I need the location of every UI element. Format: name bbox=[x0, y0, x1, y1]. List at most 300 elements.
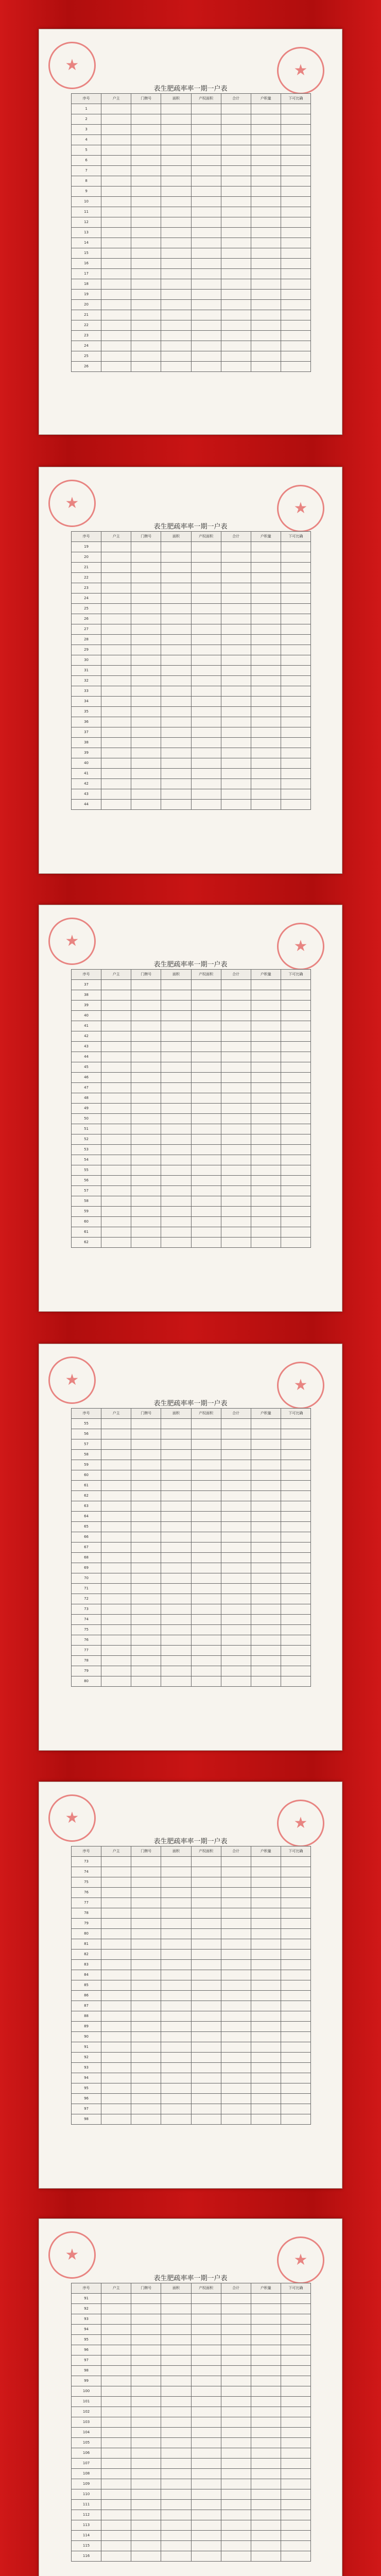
table-cell: 43 bbox=[72, 789, 101, 800]
table-cell bbox=[281, 1001, 310, 1011]
table-cell: 95 bbox=[72, 2083, 101, 2094]
table-cell bbox=[131, 362, 161, 372]
table-row bbox=[72, 2114, 311, 2125]
table-cell bbox=[101, 1155, 131, 1165]
table-cell: 92 bbox=[72, 2053, 101, 2063]
table-cell bbox=[281, 187, 310, 197]
table-cell: 93 bbox=[72, 2063, 101, 2073]
table-row bbox=[72, 1062, 311, 1073]
table-cell bbox=[191, 145, 221, 156]
table-cell bbox=[221, 583, 251, 594]
table-cell bbox=[131, 2438, 161, 2448]
table-cell: 97 bbox=[72, 2355, 101, 2366]
table-cell bbox=[131, 1604, 161, 1615]
table-cell bbox=[251, 1898, 281, 1908]
table-cell: 111 bbox=[72, 2500, 101, 2510]
table-cell bbox=[101, 1134, 131, 1145]
table-cell: 98 bbox=[72, 2114, 101, 2125]
table-cell: 26 bbox=[72, 362, 101, 372]
table-cell bbox=[101, 197, 131, 207]
column-header: 序号 bbox=[72, 94, 101, 104]
table-cell bbox=[221, 2428, 251, 2438]
table-cell: 20 bbox=[72, 552, 101, 563]
table-cell bbox=[251, 2551, 281, 2562]
table-cell bbox=[161, 635, 191, 645]
table-row bbox=[72, 166, 311, 176]
table-row bbox=[72, 1604, 311, 1615]
table-cell bbox=[281, 666, 310, 676]
table-row bbox=[72, 2531, 311, 2541]
table-cell bbox=[101, 1491, 131, 1501]
table-cell bbox=[281, 145, 310, 156]
table-cell: 80 bbox=[72, 1676, 101, 1687]
table-cell bbox=[101, 624, 131, 635]
table-cell bbox=[101, 166, 131, 176]
table-cell: 90 bbox=[72, 2032, 101, 2042]
table-cell bbox=[101, 2083, 131, 2094]
table-cell bbox=[281, 197, 310, 207]
table-cell bbox=[281, 779, 310, 789]
table-cell bbox=[191, 655, 221, 666]
table-cell bbox=[281, 2510, 310, 2520]
table-row bbox=[72, 156, 311, 166]
table-cell bbox=[131, 1217, 161, 1227]
table-row bbox=[72, 552, 311, 563]
table-cell bbox=[161, 676, 191, 686]
table-cell bbox=[191, 1052, 221, 1062]
table-cell bbox=[191, 320, 221, 331]
table-cell bbox=[101, 1114, 131, 1124]
table-cell bbox=[221, 2500, 251, 2510]
table-cell bbox=[251, 717, 281, 727]
table-cell: 88 bbox=[72, 2011, 101, 2022]
table-cell bbox=[281, 2417, 310, 2428]
table-cell: 42 bbox=[72, 779, 101, 789]
table-row bbox=[72, 2438, 311, 2448]
table-cell bbox=[281, 1919, 310, 1929]
table-row bbox=[72, 769, 311, 779]
table-cell bbox=[251, 1062, 281, 1073]
table-row bbox=[72, 748, 311, 758]
table-cell: 58 bbox=[72, 1450, 101, 1460]
table-cell bbox=[161, 2073, 191, 2083]
table-cell bbox=[161, 2355, 191, 2366]
stamp-seal-icon bbox=[48, 1794, 96, 1842]
table-cell bbox=[101, 1439, 131, 1450]
table-cell bbox=[161, 1625, 191, 1635]
table-cell bbox=[191, 166, 221, 176]
table-cell bbox=[131, 1031, 161, 1042]
table-cell: 98 bbox=[72, 2366, 101, 2376]
table-cell bbox=[251, 1656, 281, 1666]
table-row bbox=[72, 2459, 311, 2469]
table-cell bbox=[191, 228, 221, 238]
table-cell bbox=[281, 707, 310, 717]
table-row bbox=[72, 2053, 311, 2063]
table-cell bbox=[281, 1021, 310, 1031]
table-cell bbox=[131, 2459, 161, 2469]
table-cell bbox=[221, 980, 251, 990]
table-cell bbox=[281, 207, 310, 217]
column-header: 面积 bbox=[161, 94, 191, 104]
table-cell bbox=[191, 990, 221, 1001]
table-cell bbox=[191, 727, 221, 738]
table-row bbox=[72, 676, 311, 686]
table-cell bbox=[191, 197, 221, 207]
table-cell bbox=[101, 104, 131, 114]
table-cell bbox=[131, 542, 161, 552]
table-cell bbox=[101, 2500, 131, 2510]
table-cell bbox=[251, 1439, 281, 1450]
table-cell: 27 bbox=[72, 624, 101, 635]
table-cell bbox=[221, 156, 251, 166]
table-cell bbox=[131, 1980, 161, 1991]
table-cell bbox=[251, 666, 281, 676]
table-cell bbox=[191, 800, 221, 810]
table-cell bbox=[131, 697, 161, 707]
table-cell bbox=[281, 2541, 310, 2551]
column-header: 面积 bbox=[161, 1846, 191, 1857]
table-cell bbox=[251, 1460, 281, 1470]
document-page-2 bbox=[39, 467, 342, 874]
table-cell bbox=[161, 1021, 191, 1031]
table-cell bbox=[101, 1646, 131, 1656]
table-cell: 22 bbox=[72, 573, 101, 583]
table-cell bbox=[131, 2053, 161, 2063]
table-cell bbox=[251, 2094, 281, 2104]
table-cell: 21 bbox=[72, 310, 101, 320]
table-row bbox=[72, 300, 311, 310]
table-cell bbox=[191, 1522, 221, 1532]
column-header: 序号 bbox=[72, 532, 101, 542]
table-row bbox=[72, 727, 311, 738]
table-row bbox=[72, 1439, 311, 1450]
table-cell: 39 bbox=[72, 1001, 101, 1011]
table-cell bbox=[251, 1919, 281, 1929]
table-cell bbox=[161, 727, 191, 738]
table-row bbox=[72, 197, 311, 207]
table-cell bbox=[251, 1470, 281, 1481]
table-cell bbox=[131, 1450, 161, 1460]
table-cell bbox=[131, 269, 161, 279]
table-cell bbox=[191, 1186, 221, 1196]
table-row bbox=[72, 2083, 311, 2094]
table-cell bbox=[101, 279, 131, 290]
table-cell bbox=[191, 2042, 221, 2053]
table-cell bbox=[101, 1011, 131, 1021]
table-cell: 50 bbox=[72, 1114, 101, 1124]
table-cell bbox=[161, 800, 191, 810]
table-row bbox=[72, 1522, 311, 1532]
table-row bbox=[72, 104, 311, 114]
table-cell bbox=[131, 2520, 161, 2531]
table-cell bbox=[281, 104, 310, 114]
table-cell bbox=[191, 1104, 221, 1114]
table-cell bbox=[281, 1950, 310, 1960]
table-cell bbox=[101, 980, 131, 990]
table-cell bbox=[251, 800, 281, 810]
table-cell: 76 bbox=[72, 1635, 101, 1646]
table-cell bbox=[161, 2032, 191, 2042]
table-row bbox=[72, 2520, 311, 2531]
table-cell bbox=[101, 1888, 131, 1898]
table-cell bbox=[101, 1460, 131, 1470]
table-cell bbox=[131, 2397, 161, 2407]
table-cell bbox=[101, 1522, 131, 1532]
table-cell bbox=[221, 217, 251, 228]
table-cell bbox=[281, 552, 310, 563]
table-cell bbox=[221, 1124, 251, 1134]
table-cell bbox=[101, 1512, 131, 1522]
table-cell bbox=[161, 166, 191, 176]
table-cell bbox=[281, 351, 310, 362]
table-cell bbox=[101, 1186, 131, 1196]
table-cell bbox=[101, 1207, 131, 1217]
table-cell bbox=[281, 2345, 310, 2355]
table-cell bbox=[281, 1031, 310, 1042]
table-cell bbox=[251, 300, 281, 310]
table-cell bbox=[221, 1939, 251, 1950]
table-cell bbox=[281, 1470, 310, 1481]
table-cell bbox=[131, 300, 161, 310]
table-cell bbox=[191, 248, 221, 259]
table-row bbox=[72, 2304, 311, 2314]
table-cell bbox=[281, 1656, 310, 1666]
table-cell: 44 bbox=[72, 1052, 101, 1062]
table-cell bbox=[191, 1857, 221, 1867]
table-cell bbox=[221, 666, 251, 676]
table-cell bbox=[221, 1439, 251, 1450]
table-cell bbox=[251, 1073, 281, 1083]
table-cell bbox=[221, 2304, 251, 2314]
table-cell bbox=[161, 1155, 191, 1165]
column-header: 下可比确 bbox=[281, 94, 310, 104]
table-cell bbox=[281, 1186, 310, 1196]
table-cell bbox=[251, 2376, 281, 2386]
table-cell bbox=[191, 1238, 221, 1248]
table-cell bbox=[221, 1512, 251, 1522]
column-header: 产权面积 bbox=[191, 970, 221, 980]
table-cell bbox=[131, 583, 161, 594]
table-cell bbox=[191, 676, 221, 686]
table-cell bbox=[161, 980, 191, 990]
table-cell bbox=[131, 1001, 161, 1011]
table-cell: 20 bbox=[72, 300, 101, 310]
table-cell bbox=[131, 197, 161, 207]
table-cell bbox=[251, 2417, 281, 2428]
table-cell bbox=[221, 2042, 251, 2053]
table-cell bbox=[161, 1073, 191, 1083]
column-header: 户积量 bbox=[251, 970, 281, 980]
table-cell: 37 bbox=[72, 727, 101, 738]
table-cell bbox=[191, 1646, 221, 1656]
table-cell bbox=[221, 645, 251, 655]
table-cell bbox=[101, 2042, 131, 2053]
table-cell bbox=[221, 197, 251, 207]
table-cell bbox=[281, 135, 310, 145]
table-cell bbox=[131, 1888, 161, 1898]
table-cell bbox=[281, 1176, 310, 1186]
table-cell bbox=[161, 248, 191, 259]
table-cell bbox=[221, 1155, 251, 1165]
table-cell bbox=[131, 2304, 161, 2314]
table-cell bbox=[161, 2469, 191, 2479]
table-cell bbox=[221, 2448, 251, 2459]
table-cell bbox=[161, 145, 191, 156]
table-cell bbox=[161, 1656, 191, 1666]
table-cell bbox=[251, 1908, 281, 1919]
table-cell bbox=[221, 676, 251, 686]
table-cell bbox=[161, 738, 191, 748]
table-cell bbox=[131, 2376, 161, 2386]
table-cell bbox=[131, 1867, 161, 1877]
table-row bbox=[72, 1419, 311, 1429]
table-cell bbox=[221, 176, 251, 187]
table-cell bbox=[161, 645, 191, 655]
table-cell bbox=[281, 1460, 310, 1470]
table-cell bbox=[131, 779, 161, 789]
table-cell: 54 bbox=[72, 1155, 101, 1165]
table-row bbox=[72, 1512, 311, 1522]
table-cell bbox=[131, 1419, 161, 1429]
table-cell bbox=[221, 1877, 251, 1888]
table-cell bbox=[131, 1501, 161, 1512]
table-cell: 34 bbox=[72, 697, 101, 707]
table-cell bbox=[131, 594, 161, 604]
table-cell bbox=[131, 145, 161, 156]
table-cell bbox=[161, 2479, 191, 2489]
table-cell bbox=[251, 1491, 281, 1501]
table-cell bbox=[191, 1666, 221, 1676]
table-cell bbox=[251, 1867, 281, 1877]
table-row bbox=[72, 2510, 311, 2520]
table-row bbox=[72, 1124, 311, 1134]
table-cell: 63 bbox=[72, 1501, 101, 1512]
table-cell bbox=[191, 1021, 221, 1031]
table-cell bbox=[221, 2094, 251, 2104]
table-cell bbox=[101, 2104, 131, 2114]
table-cell: 81 bbox=[72, 1939, 101, 1950]
table-cell: 52 bbox=[72, 1134, 101, 1145]
table-row bbox=[72, 1196, 311, 1207]
table-cell bbox=[251, 1481, 281, 1491]
table-cell bbox=[161, 2094, 191, 2104]
table-row bbox=[72, 2489, 311, 2500]
column-header: 面积 bbox=[161, 532, 191, 542]
table-cell bbox=[191, 1553, 221, 1563]
table-cell bbox=[101, 1176, 131, 1186]
table-cell bbox=[191, 1604, 221, 1615]
table-cell bbox=[281, 2083, 310, 2094]
table-cell: 97 bbox=[72, 2104, 101, 2114]
table-cell bbox=[281, 2114, 310, 2125]
table-cell bbox=[281, 2448, 310, 2459]
table-row bbox=[72, 279, 311, 290]
table-cell bbox=[221, 1429, 251, 1439]
table-cell bbox=[251, 1646, 281, 1656]
table-cell bbox=[161, 2022, 191, 2032]
table-cell bbox=[191, 114, 221, 125]
column-header: 户主 bbox=[101, 94, 131, 104]
table-cell bbox=[131, 2448, 161, 2459]
table-cell bbox=[161, 1134, 191, 1145]
table-cell bbox=[101, 2001, 131, 2011]
table-row bbox=[72, 1960, 311, 1970]
table-cell bbox=[251, 573, 281, 583]
document-page-4 bbox=[39, 1344, 342, 1751]
table-cell: 35 bbox=[72, 707, 101, 717]
table-cell bbox=[101, 1450, 131, 1460]
table-cell bbox=[191, 2114, 221, 2125]
table-cell bbox=[281, 769, 310, 779]
table-cell bbox=[101, 2541, 131, 2551]
table-cell bbox=[131, 686, 161, 697]
table-cell: 26 bbox=[72, 614, 101, 624]
table-cell bbox=[131, 1877, 161, 1888]
table-cell bbox=[251, 1093, 281, 1104]
table-row bbox=[72, 2386, 311, 2397]
table-cell bbox=[101, 2531, 131, 2541]
table-cell bbox=[281, 1939, 310, 1950]
table-row bbox=[72, 362, 311, 372]
table-row bbox=[72, 207, 311, 217]
table-cell bbox=[281, 2551, 310, 2562]
table-cell bbox=[191, 1429, 221, 1439]
table-cell: 100 bbox=[72, 2386, 101, 2397]
table-cell bbox=[131, 1512, 161, 1522]
table-row bbox=[72, 2551, 311, 2562]
table-cell bbox=[281, 2294, 310, 2304]
table-cell bbox=[191, 1615, 221, 1625]
table-cell bbox=[131, 1104, 161, 1114]
table-cell bbox=[101, 573, 131, 583]
table-row bbox=[72, 1950, 311, 1960]
table-cell bbox=[251, 2335, 281, 2345]
table-cell bbox=[281, 1450, 310, 1460]
table-cell bbox=[191, 686, 221, 697]
table-row bbox=[72, 1501, 311, 1512]
table-cell: 72 bbox=[72, 1594, 101, 1604]
table-cell: 113 bbox=[72, 2520, 101, 2531]
table-cell bbox=[131, 1919, 161, 1929]
table-cell: 104 bbox=[72, 2428, 101, 2438]
table-cell bbox=[281, 1439, 310, 1450]
table-cell bbox=[101, 2417, 131, 2428]
table-cell bbox=[191, 2083, 221, 2094]
table-cell bbox=[131, 1656, 161, 1666]
table-cell bbox=[251, 228, 281, 238]
table-row bbox=[72, 2355, 311, 2366]
table-cell: 4 bbox=[72, 135, 101, 145]
table-row bbox=[72, 1615, 311, 1625]
table-cell bbox=[161, 1584, 191, 1594]
table-cell bbox=[191, 1083, 221, 1093]
table-cell: 101 bbox=[72, 2397, 101, 2407]
table-cell bbox=[221, 341, 251, 351]
table-cell bbox=[101, 2073, 131, 2083]
table-cell bbox=[251, 2104, 281, 2114]
table-cell bbox=[191, 1470, 221, 1481]
table-row bbox=[72, 717, 311, 727]
table-cell bbox=[161, 351, 191, 362]
table-cell bbox=[281, 990, 310, 1001]
column-header: 门牌号 bbox=[131, 970, 161, 980]
table-cell bbox=[101, 2114, 131, 2125]
table-cell bbox=[281, 1073, 310, 1083]
table-cell bbox=[101, 1635, 131, 1646]
table-cell bbox=[251, 1512, 281, 1522]
table-cell bbox=[221, 614, 251, 624]
